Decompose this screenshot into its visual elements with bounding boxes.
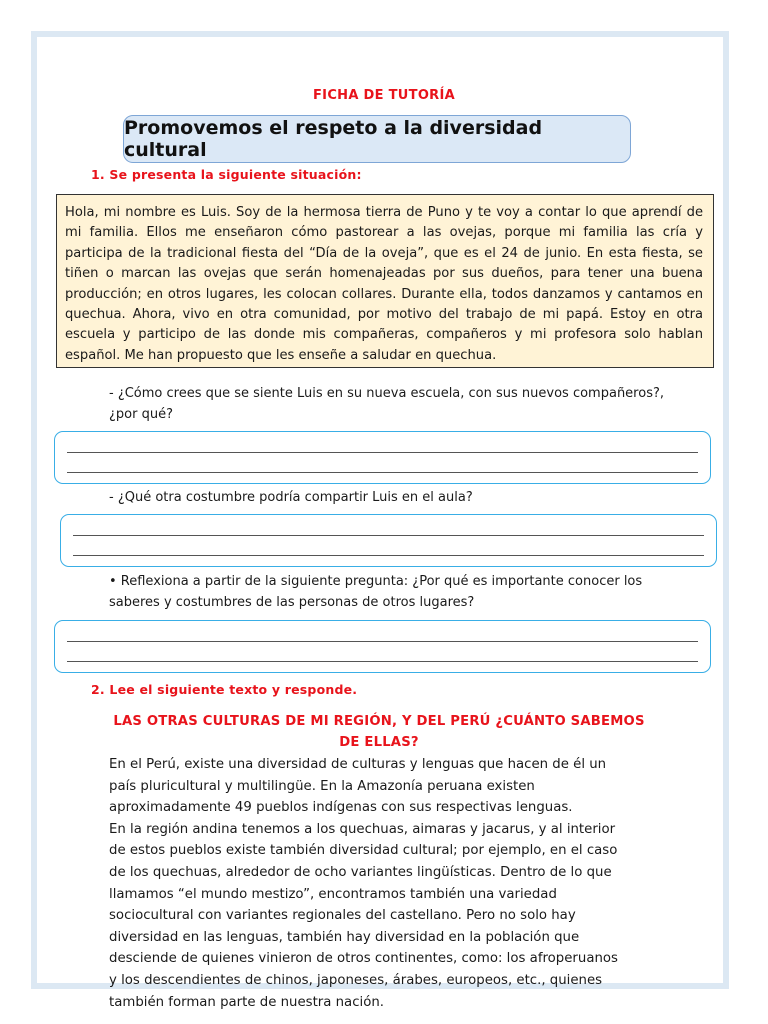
question-custom: - ¿Qué otra costumbre podría compartir Luis en el aula? xyxy=(109,490,473,505)
reading-title: LAS OTRAS CULTURAS DE MI REGIÓN, Y DEL PERÚ ¿CUÁNTO SABEMOS DE ELLAS? xyxy=(113,714,645,750)
page-title: Promovemos el respeto a la diversidad cultural xyxy=(123,115,631,163)
section-1-heading: 1. Se presenta la siguiente situación: xyxy=(91,167,362,182)
document-label: FICHA DE TUTORÍA xyxy=(313,88,455,103)
answer-line xyxy=(67,472,698,473)
answer-line xyxy=(73,555,704,556)
answer-line xyxy=(67,452,698,453)
question-reflection: • Reflexiona a partir de la siguiente pregunta: ¿Por qué es importante conocer los saberes y costumbres de las personas de otros lugares? xyxy=(109,574,643,610)
answer-line xyxy=(67,661,698,662)
section-2-heading: 2. Lee el siguiente texto y responde. xyxy=(91,682,358,697)
question-feelings: - ¿Cómo crees que se siente Luis en su nueva escuela, con sus nuevos compañeros?, ¿por qué? xyxy=(109,386,664,422)
reading-paragraph-1: En el Perú, existe una diversidad de culturas y lenguas que hacen de él un país pluricultural y multilingüe. En la Amazonía peruana existen aproximadamente 49 pueblos indígenas con sus respectivas lenguas. xyxy=(109,757,607,816)
answer-line xyxy=(67,641,698,642)
story-box: Hola, mi nombre es Luis. Soy de la hermosa tierra de Puno y te voy a contar lo que aprendí de mi familia. Ellos me enseñaron cómo pastorear a las ovejas, porque mi familia las cría y participa de la tradicional fiesta del “Día de la oveja”, que es el 24 de junio. En esta fiesta, se tiñen o marcan las ovejas que serán homenajeadas por sus dueños, para tener una buena producción; en otros lugares, les colocan collares. Durante ella, todos danzamos y cantamos en quechua. Ahora, vivo en otra comunidad, por motivo del trabajo de mi papá. Estoy en otra escuela y participo de las donde mis compañeras, compañeros y mi profesora solo hablan español. Me han propuesto que les enseñe a saludar en quechua. xyxy=(56,194,714,368)
answer-box-custom[interactable] xyxy=(60,514,717,567)
answer-line xyxy=(73,535,704,536)
answer-box-feelings[interactable] xyxy=(54,431,711,484)
reading-body xyxy=(109,754,629,1013)
answer-box-reflection[interactable] xyxy=(54,620,711,673)
reading-paragraph-2: En la región andina tenemos a los quechuas, aimaras y jacarus, y al interior de estos pueblos existe también diversidad cultural; por ejemplo, en el caso de los quechuas, alrededor de ocho variantes lingüísticas. Dentro de lo que llamamos “el mundo mestizo”, encontramos también una variedad sociocultural con variantes regionales del castellano. Pero no solo hay diversidad en las lenguas, también hay diversidad en la población que desciende de quienes vinieron de otros continentes, como: los afroperuanos y los descendientes de chinos, japoneses, árabes, europeos, etc., quienes también forman parte de nuestra nación. xyxy=(109,821,618,1010)
